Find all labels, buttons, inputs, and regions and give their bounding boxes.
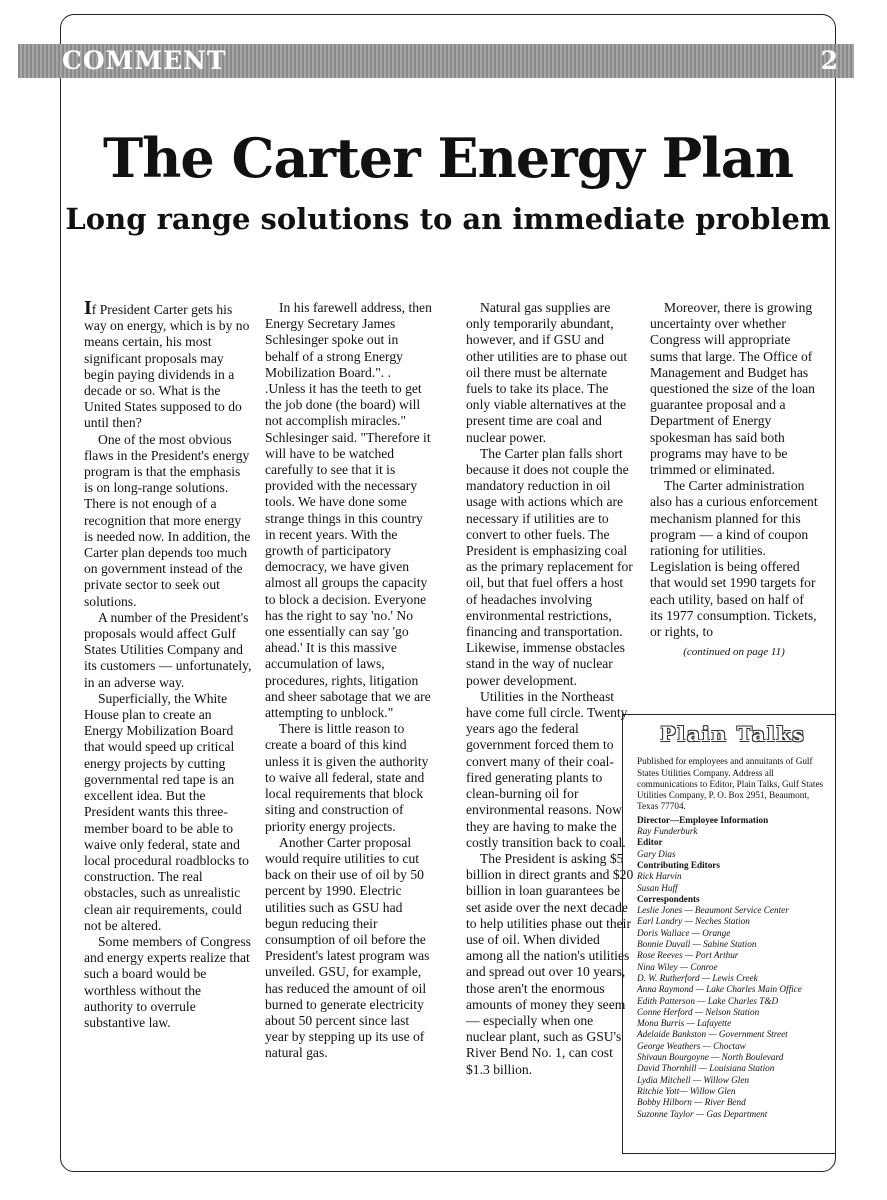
page-number: 2 bbox=[820, 46, 838, 75]
article-title: The Carter Energy Plan bbox=[102, 126, 794, 190]
correspondent: Suzonne Taylor — Gas Department bbox=[637, 1108, 768, 1119]
plain-talks-logo: Plain Talks bbox=[660, 722, 806, 746]
paragraph: Moreover, there is growing uncertainty over whether Congress will appropriate sums that large. The Office of Management and Budget has questioned the size of the loan guarantee proposal and a Department of Energy spokesman has said both programs may have to be trimmed or eliminated. bbox=[650, 300, 815, 478]
paragraph: The Carter plan falls short because it does not couple the mandatory reduction in oil usage with actions which are necessary if utilities are to convert to other fuels. The President is emphasizing coal as the primary replacement for oil, but that fuel offers a host of headaches involving environmental restrictions, financing and transportation. Likewise, immense obstacles stand in the way of nuclear power development. bbox=[466, 445, 633, 688]
correspondent: Adelaide Bankston — Government Street bbox=[637, 1029, 788, 1040]
correspondent: Anna Raymond — Lake Charles Main Office bbox=[637, 984, 802, 995]
section-header-bar bbox=[18, 44, 854, 78]
role-heading: Editor bbox=[637, 837, 663, 848]
paragraph: In his farewell address, then Energy Secretary James Schlesinger spoke out in behalf of a strong Energy Mobilization Board.". . .Unless it has the teeth to get the job done (the board) will not accomplish miracles." Schlesinger said. "Therefore it will have to be watched carefully to see that it is provided with the necessary tools. We have done some strange things in this country in recent years. With the growth of participatory democracy, we have given almost all groups the capacity to block a decision. Everyone has the right to say 'no.' No one essentially can say 'go ahead.' It is this massive accumulation of laws, procedures, rights, litigation and sheer sabotage that we are attempting to unblock." bbox=[265, 300, 432, 721]
masthead-box bbox=[622, 714, 836, 1154]
paragraph: Another Carter proposal would require utilities to cut back on their use of oil by 50 percent by 1990. Electric utilities such as GSU had begun reducing their consumption of oil before the President's latest program was unveiled. GSU, for example, has reduced the amount of oil burned to generate electricity about 50 percent since last year by stepping up its use of natural gas. bbox=[265, 834, 430, 1061]
role-heading: Correspondents bbox=[637, 893, 700, 904]
paragraph: The President is asking $5 billion in direct grants and $20 billion in loan guarantees be set aside over the next decade to help utilities phase out their use of oil. When divided among all the nation's utilities and spread out over 10 years, those aren't the enormous amounts of money they seem — especially when one nuclear plant, such as GSU's River Bend No. 1, can cost $1.3 billion. bbox=[466, 850, 634, 1077]
correspondent: George Weathers — Choctaw bbox=[637, 1040, 746, 1051]
correspondent: D. W. Rutherford — Lewis Creek bbox=[637, 972, 758, 983]
paragraph: There is little reason to create a board of this kind unless it is given the authority to waive all federal, state and local requirements that block siting and construction of priority energy projects. bbox=[265, 721, 429, 834]
section-label: COMMENT bbox=[62, 46, 227, 75]
correspondent: Bobby Hilborn — River Bend bbox=[637, 1097, 746, 1108]
staff-name: Ray Funderburk bbox=[637, 826, 698, 837]
staff-name: Susan Huff bbox=[637, 882, 678, 893]
correspondent: Nina Wiley — Conroe bbox=[637, 961, 718, 972]
correspondent: David Thornhill — Louisiana Station bbox=[637, 1063, 775, 1074]
publisher-statement: Published for employees and annuitants of Gulf States Utilities Company. Address all communications to Editor, Plain Talks, Gulf States Utilities Company, P. O. Box 2951, Beaumont, Texas 77704. bbox=[637, 756, 824, 812]
correspondent: Leslie Jones — Beaumont Service Center bbox=[637, 905, 789, 916]
role-heading: Contributing Editors bbox=[637, 859, 720, 870]
article-column-4 bbox=[650, 300, 818, 660]
correspondent: Mona Burris — Lafayette bbox=[637, 1018, 732, 1029]
correspondent: Bonnie Duvall — Sabine Station bbox=[637, 939, 757, 950]
paragraph: One of the most obvious flaws in the President's energy program is that the emphasis is on long-range solutions. There is not enough of a recognition that more energy is needed now. In addition, the Carter plan depends too much on government instead of the private sector to seek out solutions. bbox=[84, 431, 251, 609]
correspondent: Ritchie Yott— Willow Glen bbox=[637, 1085, 736, 1096]
staff-name: Gary Dias bbox=[637, 848, 676, 859]
correspondent: Earl Landry — Neches Station bbox=[637, 916, 750, 927]
drop-cap: I bbox=[84, 297, 92, 319]
paragraph: Natural gas supplies are only temporarily abundant, however, and if GSU and other utilities are to phase out oil there must be alternate fuels to take its place. The only viable alternatives at the present time are coal and nuclear power. bbox=[466, 300, 628, 445]
paragraph: A number of the President's proposals would affect Gulf States Utilities Company and its customers — unfortunately, in an adverse way. bbox=[84, 609, 252, 690]
correspondent: Rose Reeves — Port Arthur bbox=[637, 950, 739, 961]
role-heading: Director—Employee Information bbox=[637, 814, 769, 825]
paragraph: The Carter administration also has a curious enforcement mechanism planned for this program — a kind of coupon rationing for utilities. Legislation is being offered that would set 1990 targets for each utility, based on half of its 1977 consumption. Tickets, or rights, to bbox=[650, 478, 818, 640]
correspondent: Doris Wallace — Orange bbox=[637, 927, 731, 938]
paragraph: If President Carter gets his way on energy, which is by no means certain, his most significant proposals may begin paying dividends in a decade or so. What is the United States supposed to do until then? bbox=[84, 297, 250, 431]
staff-name: Rick Harvin bbox=[637, 871, 682, 882]
article-column-2 bbox=[265, 300, 433, 1062]
paragraph: Superficially, the White House plan to create an Energy Mobilization Board that would speed up critical energy projects by cutting governmental red tape is an excellent idea. But the President wants this three-member board to be able to waive only federal, state and local procedural roadblocks to construction. The real obstacles, such as unrealistic clean air requirements, could not be altered. bbox=[84, 690, 249, 933]
correspondent: Conne Herford — Nelson Station bbox=[637, 1006, 760, 1017]
article-subtitle: Long range solutions to an immediate problem bbox=[65, 202, 831, 236]
paragraph: Utilities in the Northeast have come full circle. Twenty years ago the federal government forced them to convert many of their coal-fired generating plants to clean-burning oil for environmental reasons. Now they are having to make the costly transition back to coal. bbox=[466, 688, 628, 850]
correspondent: Shivaun Bourgoyne — North Boulevard bbox=[637, 1052, 784, 1063]
article-column-3 bbox=[466, 300, 634, 1078]
article-column-1 bbox=[84, 297, 252, 1031]
correspondent: Lydia Mitchell — Willow Glen bbox=[637, 1074, 750, 1085]
continued-note: (continued on page 11) bbox=[683, 646, 785, 659]
correspondent: Edith Patterson — Lake Charles T&D bbox=[637, 995, 779, 1006]
paragraph: Some members of Congress and energy experts realize that such a board would be worthless without the authority to overrule substantive law. bbox=[84, 933, 251, 1030]
